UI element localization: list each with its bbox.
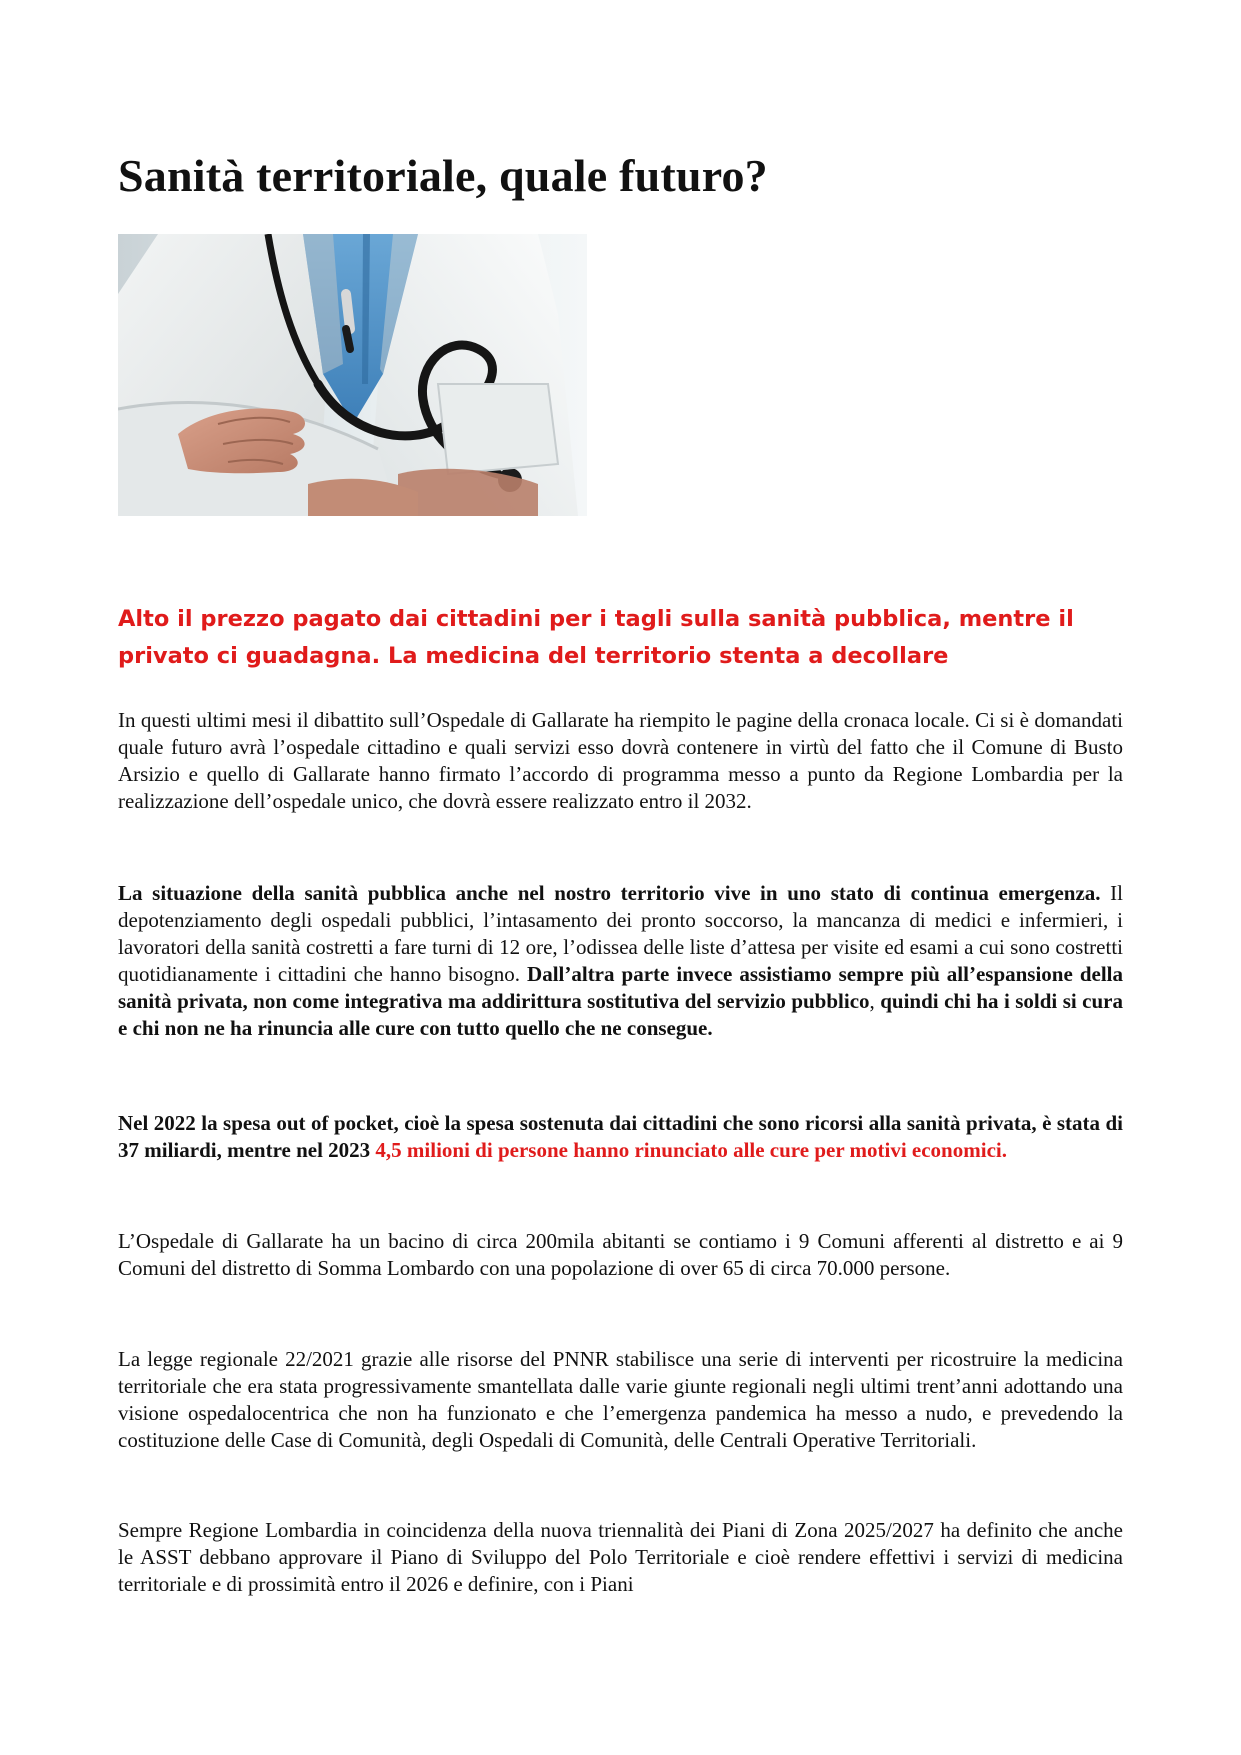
paragraph-5: La legge regionale 22/2021 grazie alle risorse del PNNR stabilisce una serie di interventi per ricostruire la medicina territoriale che era stata progressivamente smantellata dalle varie giunte regionali negli ultimi trent’anni adottando una visione ospedalocentrica che non ha funzionato e che l’emergenza pandemica ha messo a nudo, e prevedendo la costituzione delle Case di Comunità, degli Ospedali di Comunità, delle Centrali Operative Territoriali. bbox=[118, 1347, 1123, 1452]
paragraph-2-text-b: , bbox=[869, 989, 881, 1013]
paragraph-2-emphasis-a: La situazione della sanità pubblica anche nel nostro territorio vive in uno stato di continua emergenza. bbox=[118, 881, 1101, 905]
paragraph-6: Sempre Regione Lombardia in coincidenza della nuova triennalità dei Piani di Zona 2025/2027 ha definito che anche le ASST debbano approvare il Piano di Sviluppo del Polo Territoriale e cioè rendere effettivi i servizi di medicina territoriale e di prossimità entro il 2026 e definire, con i Piani bbox=[118, 1518, 1123, 1596]
paragraph-3-emphasis: Nel 2022 la spesa out of pocket, cioè la spesa sostenuta dai cittadini che sono ricorsi alla sanità privata, è stata di 37 miliardi, mentre nel 2023 bbox=[118, 1111, 1123, 1162]
doctor-with-stethoscope-photo bbox=[118, 234, 587, 516]
paragraph-2-emphasis-c: quindi chi ha i soldi si cura e chi non ne ha rinuncia alle cure con tutto quello che ne consegue. bbox=[118, 989, 1123, 1040]
paragraph-3-highlight: 4,5 milioni di persone hanno rinunciato alle cure per motivi economici. bbox=[375, 1138, 1007, 1162]
article-title: Sanità territoriale, quale futuro? bbox=[118, 150, 768, 201]
paragraph-2-text-a: Il depotenziamento degli ospedali pubblici, l’intasamento dei pronto soccorso, la mancanza di medici e infermieri, i lavoratori della sanità costretti a fare turni di 12 ore, l’odissea delle liste d’attesa per visite ed esami a cui sono costretti quotidianamente i cittadini che hanno bisogno. bbox=[118, 881, 1124, 986]
paragraph-2-emphasis-b: Dall’altra parte invece assistiamo sempre più all’espansione della sanità privata, non come integrativa ma addirittura sostitutiva del servizio pubblico bbox=[118, 962, 1124, 1013]
paragraph-1: In questi ultimi mesi il dibattito sull’Ospedale di Gallarate ha riempito le pagine della cronaca locale. Ci si è domandati quale futuro avrà l’ospedale cittadino e quali servizi esso dovrà contenere in virtù del fatto che il Comune di Busto Arsizio e quello di Gallarate hanno firmato l’accordo di programma messo a punto da Regione Lombardia per la realizzazione dell’ospedale unico, che dovrà essere realizzato entro il 2032. bbox=[118, 708, 1123, 813]
paragraph-4: L’Ospedale di Gallarate ha un bacino di circa 200mila abitanti se contiamo i 9 Comuni afferenti al distretto e ai 9 Comuni del distretto di Somma Lombardo con una popolazione di over 65 di circa 70.000 persone. bbox=[118, 1229, 1123, 1280]
article-subtitle: Alto il prezzo pagato dai cittadini per i tagli sulla sanità pubblica, mentre il privato ci guadagna. La medicina del territorio stenta a decollare bbox=[118, 606, 1074, 669]
paragraph-3 bbox=[118, 1110, 1123, 1164]
paragraph-2 bbox=[118, 880, 1123, 1042]
